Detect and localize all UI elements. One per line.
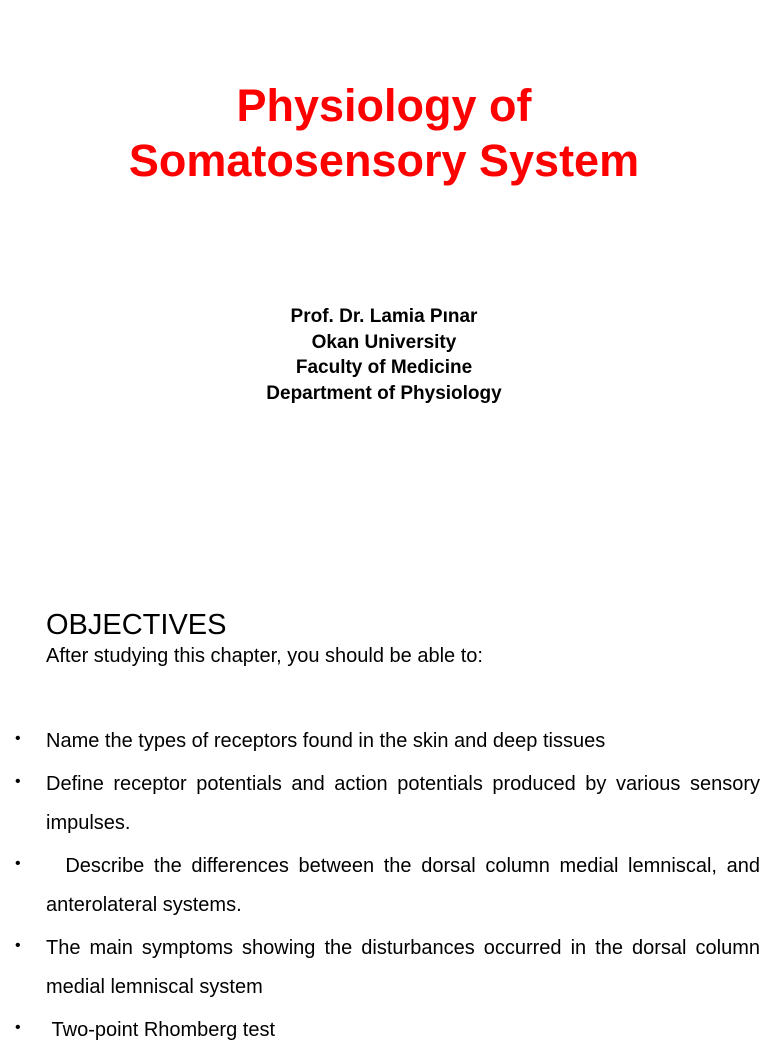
list-item [15,929,760,1007]
author-name: Prof. Dr. Lamia Pınar [290,306,478,327]
author-university: Okan University [311,331,457,353]
list-item-text: Define receptor potentials and action potentials produced by various sensory impulses. [46,773,760,834]
author-department: Department of Physiology [266,382,502,404]
objectives-intro: After studying this chapter, you should be able to: [46,645,483,667]
author-block [0,304,768,406]
objectives-list [0,722,768,1054]
title-line-1: Physiology of [236,80,532,131]
list-item-text: Describe the differences between the dorsal column medial lemniscal, and anterolateral systems. [46,855,760,916]
list-item-text: Two-point Rhomberg test [46,1019,275,1041]
list-item [15,765,760,843]
bullet-icon: • [15,773,21,790]
objectives-heading: OBJECTIVES [46,609,227,641]
bullet-icon: • [15,855,21,872]
list-item [15,722,760,761]
list-item [15,847,760,925]
title-line-2: Somatosensory System [128,135,640,186]
bullet-icon: • [15,730,21,747]
list-item [15,1011,760,1050]
list-item-text: The main symptoms showing the disturbances occurred in the dorsal column medial lemniscal system [46,937,760,998]
list-item-text: Name the types of receptors found in the skin and deep tissues [46,730,606,752]
slide-title [0,78,768,188]
bullet-icon: • [15,1019,21,1036]
bullet-icon: • [15,937,21,954]
author-faculty: Faculty of Medicine [295,357,473,378]
